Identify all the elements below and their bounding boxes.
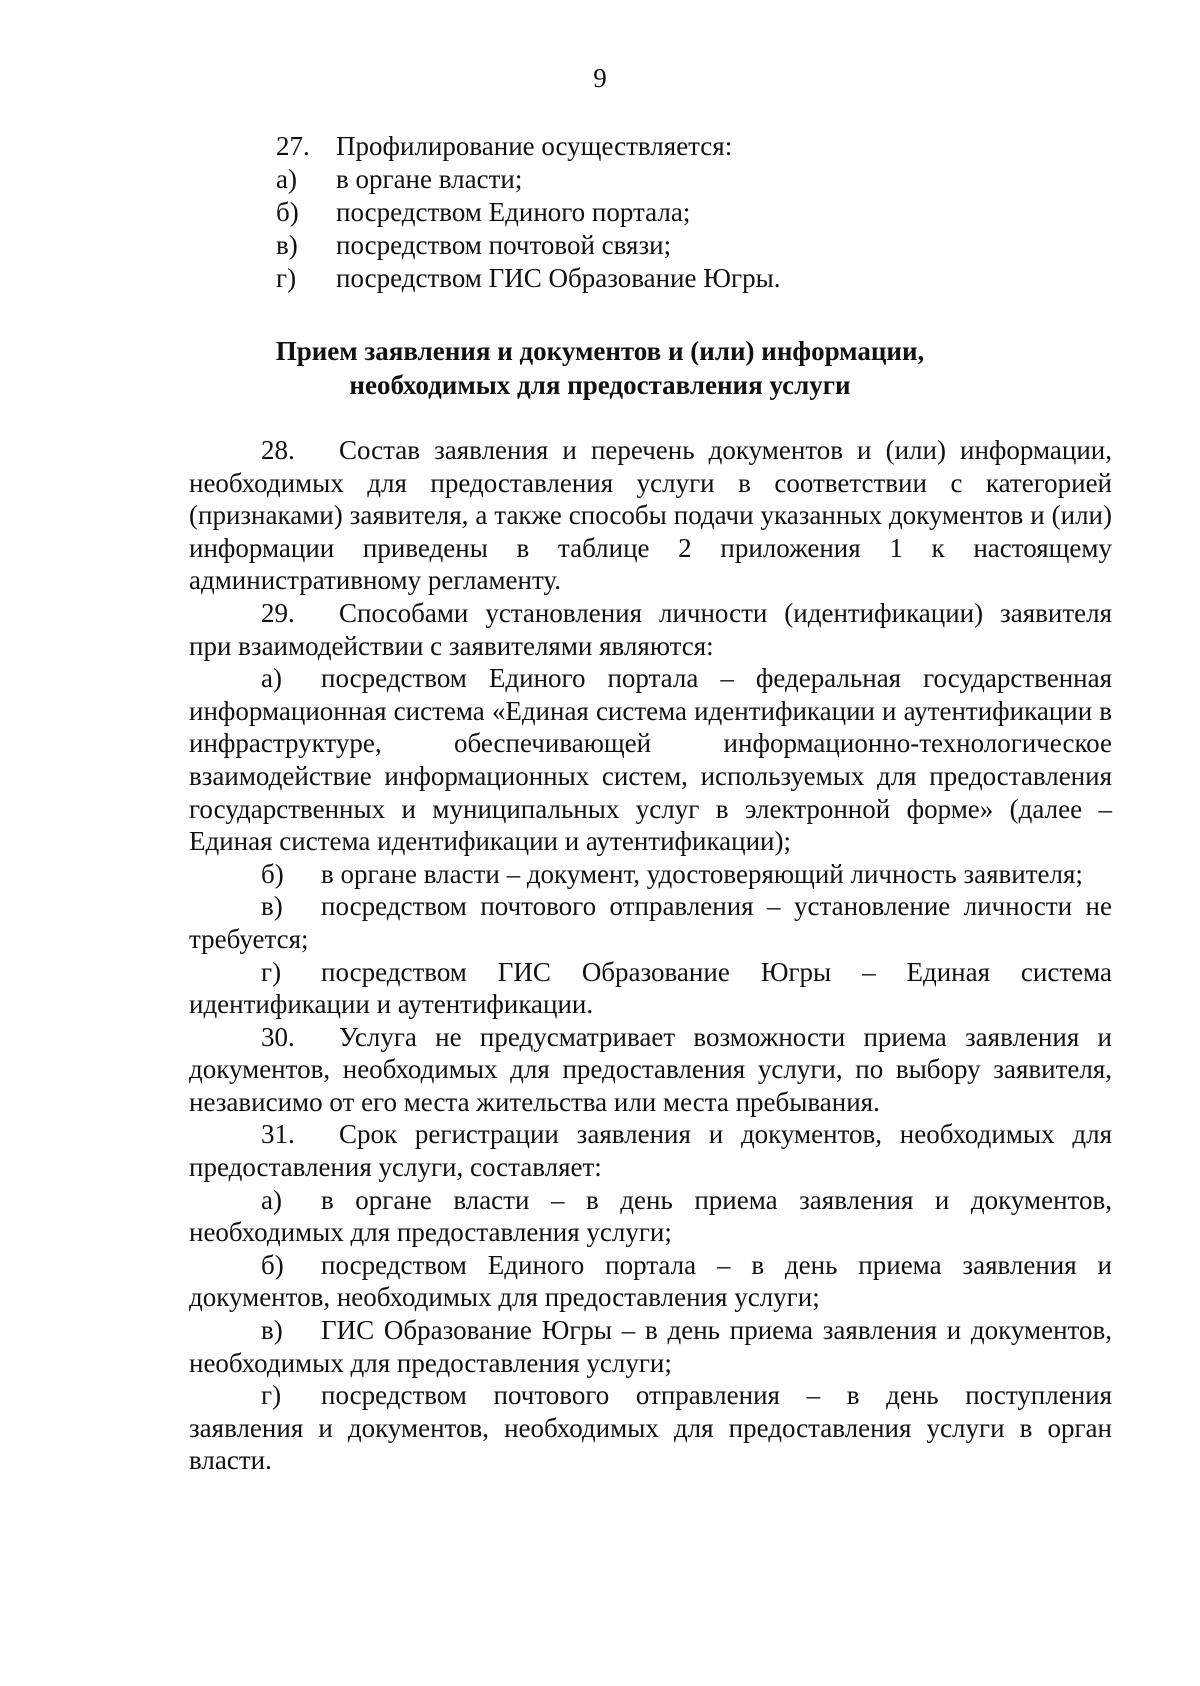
paragraph-28: [189, 434, 1112, 597]
list-item: [276, 163, 1136, 196]
subparagraph-29g: [189, 956, 1112, 1021]
page-number: 9: [593, 63, 607, 93]
item-27-lead: [276, 130, 1136, 163]
list-item: [276, 196, 1136, 229]
list-item: [276, 229, 1136, 262]
list-marker: б): [261, 858, 284, 889]
item-number: 30.: [261, 1021, 295, 1052]
paragraph-text: Способами установления личности (идентификации) заявителя при взаимодействии с заявителями являются:: [189, 597, 1112, 661]
document-body: [189, 434, 1112, 1477]
list-item: [276, 262, 1136, 295]
paragraph-text: посредством ГИС Образование Югры – Единая система идентификации и аутентификации.: [189, 956, 1112, 1020]
paragraph-text: посредством почтового отправления – установление личности не требуется;: [189, 891, 1112, 954]
paragraph-30: [189, 1021, 1112, 1119]
subparagraph-29v: [189, 890, 1112, 955]
list-marker: а): [276, 164, 297, 194]
paragraph-29: [189, 597, 1112, 662]
paragraph-text: в органе власти – в день приема заявления и документов, необходимых для предоставления услуги;: [189, 1184, 1112, 1248]
item-27: [276, 130, 1136, 295]
subparagraph-31g: [189, 1379, 1112, 1477]
item-number: 28.: [261, 435, 295, 465]
list-marker: в): [276, 230, 298, 260]
heading-line-1: Прием заявления и документов и (или) информации,: [275, 336, 925, 366]
paragraph-31: [189, 1118, 1112, 1183]
section-heading: [0, 334, 1200, 402]
item-number: 27.: [276, 131, 310, 161]
paragraph-text: посредством Единого портала – в день приема заявления и документов, необходимых для предоставления услуги;: [189, 1249, 1112, 1313]
list-marker: б): [276, 197, 299, 227]
list-item-text: посредством почтовой связи;: [336, 230, 672, 260]
paragraph-text: посредством почтового отправления – в день поступления заявления и документов, необходимых для предоставления услуги в орган власти.: [189, 1380, 1112, 1476]
paragraph-text: Состав заявления и перечень документов и (или) информации, необходимых для предоставления услуги в соответствии с категорией (признаками) заявителя, а также способы подачи указанных документов и (или) информации приведены в таблице 2 приложения 1 к настоящему административному регламенту.: [189, 435, 1112, 596]
subparagraph-31a: [189, 1184, 1112, 1249]
list-marker: а): [261, 663, 282, 694]
list-marker: а): [261, 1184, 282, 1215]
heading-line-2: необходимых для предоставления услуги: [349, 370, 851, 400]
list-marker: в): [261, 1315, 283, 1346]
item-number: 29.: [261, 597, 295, 628]
list-item-text: в органе власти;: [336, 164, 523, 194]
subparagraph-31v: [189, 1314, 1112, 1379]
subparagraph-29a: [189, 662, 1112, 858]
list-marker: б): [261, 1249, 284, 1280]
item-text: Профилирование осуществляется:: [336, 131, 733, 161]
list-marker: г): [261, 1380, 282, 1411]
list-item-text: посредством ГИС Образование Югры.: [336, 263, 781, 293]
list-marker: г): [276, 263, 297, 293]
list-item-text: посредством Единого портала;: [336, 197, 691, 227]
item-number: 31.: [261, 1119, 295, 1150]
paragraph-text: ГИС Образование Югры – в день приема заявления и документов, необходимых для предоставления услуги;: [189, 1315, 1112, 1378]
subparagraph-31b: [189, 1249, 1112, 1314]
paragraph-text: Срок регистрации заявления и документов, необходимых для предоставления услуги, составляет:: [189, 1119, 1112, 1183]
paragraph-text: Услуга не предусматривает возможности приема заявления и документов, необходимых для предоставления услуги, по выбору заявителя, независимо от его места жительства или места пребывания.: [189, 1021, 1112, 1117]
paragraph-text: в органе власти – документ, удостоверяющий личность заявителя;: [321, 858, 1083, 889]
paragraph-text: посредством Единого портала – федеральная государственная информационная система «Единая система идентификации и аутентификации в инфраструктуре, обеспечивающей информационно-технологическое взаимодействие информационных систем, используемых для предоставления государственных и муниципальных услуг в электронной форме» (далее – Единая система идентификации и аутентификации);: [189, 663, 1112, 857]
subparagraph-29b: [189, 858, 1112, 891]
list-marker: в): [261, 891, 283, 922]
list-marker: г): [261, 956, 282, 987]
